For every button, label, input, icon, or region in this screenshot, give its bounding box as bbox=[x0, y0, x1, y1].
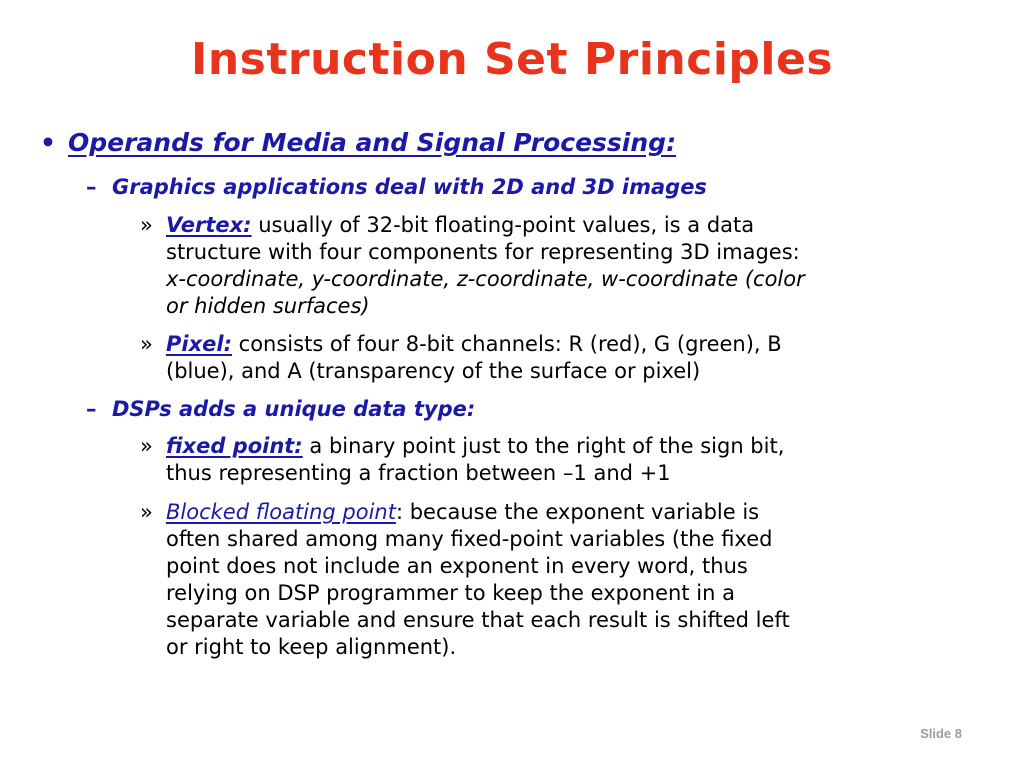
term-blocked-floating-point: Blocked floating point bbox=[166, 500, 396, 524]
item-pixel-text: consists of four 8-bit channels: R (red), G (green), B bbox=[231, 332, 782, 356]
term-vertex: Vertex: bbox=[166, 213, 252, 237]
item-vertex-text: usually of 32-bit floating-point values, is a data bbox=[251, 213, 755, 237]
item-fixed-point-line bbox=[166, 433, 986, 460]
bullet-operands-text: Operands for Media and Signal Processing: bbox=[68, 128, 677, 157]
item-blocked-line: point does not include an exponent in every word, thus bbox=[166, 554, 748, 578]
item-pixel-body bbox=[166, 331, 986, 385]
item-pixel-line: (blue), and A (transparency of the surface or pixel) bbox=[166, 359, 701, 383]
item-marker: » bbox=[140, 500, 153, 524]
item-blocked-line: separate variable and ensure that each result is shifted left bbox=[166, 608, 790, 632]
item-blocked-text: : because the exponent variable is bbox=[395, 500, 760, 524]
item-marker: » bbox=[140, 434, 153, 458]
item-vertex-line: structure with four components for representing 3D images: bbox=[166, 240, 800, 264]
item-marker: » bbox=[140, 213, 153, 237]
item-blocked-body bbox=[166, 499, 986, 661]
item-pixel-line bbox=[166, 331, 986, 358]
item-vertex-line: or hidden surfaces) bbox=[166, 294, 370, 318]
item-fixed-point-body bbox=[166, 433, 986, 487]
item-blocked-line: relying on DSP programmer to keep the exponent in a bbox=[166, 581, 735, 605]
dash-marker: – bbox=[86, 397, 97, 421]
term-pixel: Pixel: bbox=[166, 332, 232, 356]
item-vertex-body bbox=[166, 212, 986, 320]
item-fixed-point-line: thus representing a fraction between –1 and +1 bbox=[166, 461, 671, 485]
item-blocked-line: or right to keep alignment). bbox=[166, 635, 457, 659]
item-vertex-line: x-coordinate, y-coordinate, z-coordinate, w-coordinate (color bbox=[166, 267, 805, 291]
sub-bullet-graphics-text: Graphics applications deal with 2D and 3D images bbox=[112, 175, 707, 199]
item-marker: » bbox=[140, 332, 153, 356]
item-blocked-line: often shared among many fixed-point variables (the fixed bbox=[166, 527, 773, 551]
term-fixed-point: fixed point: bbox=[166, 434, 303, 458]
bullet-marker: • bbox=[40, 128, 56, 157]
slide-title: Instruction Set Principles bbox=[190, 34, 834, 85]
slide-number: Slide 8 bbox=[920, 726, 962, 741]
item-blocked-line bbox=[166, 499, 986, 526]
dash-marker: – bbox=[86, 175, 97, 199]
sub-bullet-dsp-text: DSPs adds a unique data type: bbox=[112, 397, 476, 421]
item-fixed-point-text: a binary point just to the right of the sign bit, bbox=[302, 434, 785, 458]
item-vertex-line bbox=[166, 212, 986, 239]
